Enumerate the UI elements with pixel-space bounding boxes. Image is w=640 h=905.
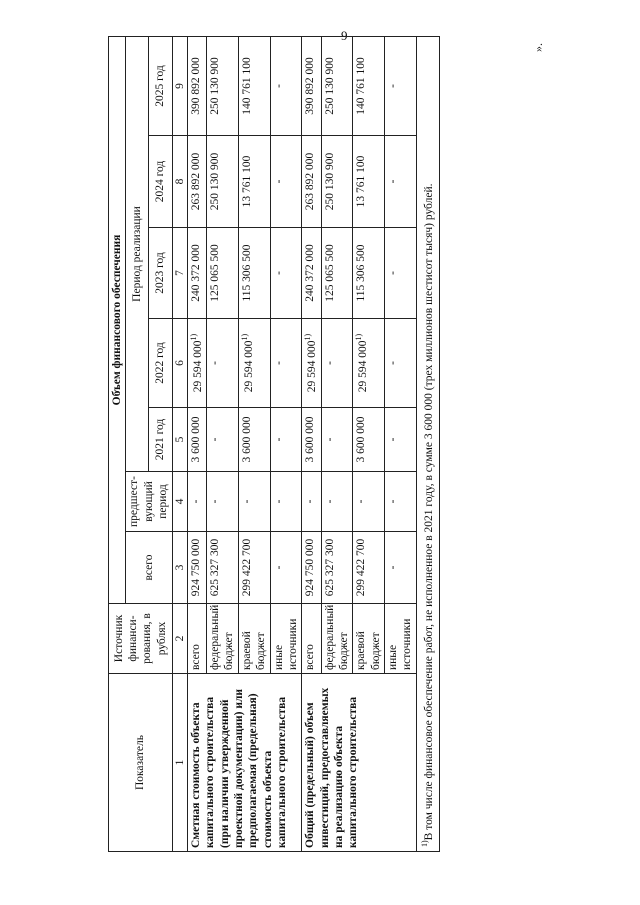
table-row bbox=[302, 37, 321, 852]
value-cell bbox=[353, 228, 385, 319]
value-cell bbox=[302, 472, 321, 532]
footnote-ref: 1) bbox=[303, 333, 313, 341]
page-number: 9 bbox=[341, 28, 348, 43]
value-text: 250 130 900 bbox=[323, 152, 336, 211]
value-cell bbox=[321, 136, 353, 228]
footnote bbox=[416, 37, 439, 852]
value-text: - bbox=[272, 499, 285, 504]
col-number: 6 bbox=[172, 319, 187, 408]
value-text: 250 130 900 bbox=[323, 57, 336, 115]
header-year: 2025 год bbox=[149, 37, 172, 136]
value-cell bbox=[302, 228, 321, 319]
value-cell bbox=[321, 319, 353, 408]
value-cell bbox=[270, 136, 302, 228]
value-text: 3 600 000 bbox=[189, 416, 202, 463]
value-text: - bbox=[272, 84, 285, 88]
value-cell bbox=[270, 319, 302, 408]
value-cell bbox=[302, 532, 321, 604]
header-indicator: Показатель bbox=[109, 674, 173, 852]
value-text: - bbox=[355, 499, 368, 504]
value-cell bbox=[321, 532, 353, 604]
value-cell bbox=[270, 408, 302, 472]
value-cell bbox=[238, 136, 270, 228]
value-cell bbox=[270, 228, 302, 319]
header-year: 2022 год bbox=[149, 319, 172, 408]
value-text: 29 594 000 bbox=[191, 340, 204, 393]
value-text: - bbox=[387, 361, 400, 365]
source-cell: всего bbox=[187, 604, 206, 674]
source-cell: федеральный бюджет bbox=[321, 604, 353, 674]
col-number: 8 bbox=[172, 136, 187, 228]
col-number: 2 bbox=[172, 604, 187, 674]
header-total: всего bbox=[126, 532, 172, 604]
value-text: 390 892 000 bbox=[304, 57, 317, 115]
source-cell: краевой бюджет bbox=[238, 604, 270, 674]
value-text: - bbox=[209, 499, 222, 504]
value-text: - bbox=[323, 437, 336, 442]
value-cell bbox=[353, 37, 385, 136]
value-text: - bbox=[323, 499, 336, 504]
value-text: 924 750 000 bbox=[304, 538, 317, 597]
value-text: 263 892 000 bbox=[304, 152, 317, 211]
value-text: 3 600 000 bbox=[355, 416, 368, 463]
value-text: 924 750 000 bbox=[189, 538, 202, 597]
value-text: 115 306 500 bbox=[240, 244, 253, 302]
source-cell: краевой бюджет bbox=[353, 604, 385, 674]
col-number: 3 bbox=[172, 532, 187, 604]
value-cell bbox=[187, 532, 206, 604]
value-text: - bbox=[387, 565, 400, 570]
value-text: 140 761 100 bbox=[355, 57, 368, 115]
value-cell bbox=[353, 408, 385, 472]
value-cell bbox=[187, 37, 206, 136]
value-text: - bbox=[304, 499, 317, 504]
table-row bbox=[187, 37, 206, 852]
value-text: 29 594 000 bbox=[242, 340, 255, 393]
value-cell bbox=[207, 532, 239, 604]
value-text: 625 327 300 bbox=[323, 538, 336, 597]
value-cell bbox=[353, 319, 385, 408]
value-text: 3 600 000 bbox=[304, 416, 317, 463]
value-cell bbox=[302, 408, 321, 472]
header-source: Источник финанси-рования, в рублях bbox=[109, 604, 173, 674]
financing-table bbox=[108, 36, 440, 852]
value-text: - bbox=[387, 179, 400, 184]
value-text: 13 761 100 bbox=[240, 155, 253, 208]
value-text: 29 594 000 bbox=[306, 340, 319, 393]
value-cell bbox=[385, 319, 417, 408]
value-cell bbox=[270, 472, 302, 532]
source-cell: иные источники bbox=[270, 604, 302, 674]
source-cell: иные источники bbox=[385, 604, 417, 674]
value-text: 625 327 300 bbox=[209, 538, 222, 597]
value-cell bbox=[321, 37, 353, 136]
value-cell bbox=[353, 136, 385, 228]
value-text: - bbox=[387, 499, 400, 504]
value-cell bbox=[302, 136, 321, 228]
value-cell bbox=[270, 532, 302, 604]
table-body bbox=[187, 37, 416, 852]
value-text: 3 600 000 bbox=[240, 416, 253, 463]
value-text: 125 065 500 bbox=[323, 244, 336, 302]
value-text: 250 130 900 bbox=[209, 152, 222, 211]
value-cell bbox=[238, 408, 270, 472]
value-text: - bbox=[272, 565, 285, 570]
value-cell bbox=[238, 37, 270, 136]
value-text: 299 422 700 bbox=[240, 538, 253, 597]
value-cell bbox=[385, 532, 417, 604]
value-cell bbox=[321, 472, 353, 532]
footnote-ref: 1) bbox=[354, 333, 364, 341]
footnote-mark: 1) bbox=[419, 840, 429, 847]
value-cell bbox=[207, 319, 239, 408]
header-previous: предшест-вующий период bbox=[126, 472, 172, 532]
value-text: - bbox=[272, 179, 285, 184]
header-year: 2021 год bbox=[149, 408, 172, 472]
value-cell bbox=[207, 37, 239, 136]
rotated-table-container bbox=[108, 37, 533, 852]
value-cell bbox=[385, 408, 417, 472]
value-text: 115 306 500 bbox=[355, 244, 368, 302]
value-cell bbox=[207, 136, 239, 228]
col-number: 5 bbox=[172, 408, 187, 472]
header-year: 2023 год bbox=[149, 228, 172, 319]
indicator-label: Сметная стоимость объекта капитального строительства (при наличии утвержденной проектной документации) или предполагаемая (предельная) стоимость объекта капитального строительства bbox=[187, 674, 301, 852]
value-cell bbox=[321, 228, 353, 319]
header-period: Период реализации bbox=[126, 37, 149, 472]
value-text: 390 892 000 bbox=[189, 57, 202, 115]
value-cell bbox=[187, 228, 206, 319]
value-text: - bbox=[323, 361, 336, 365]
value-text: 140 761 100 bbox=[240, 57, 253, 115]
value-cell bbox=[353, 472, 385, 532]
value-cell bbox=[207, 408, 239, 472]
value-text: - bbox=[240, 499, 253, 504]
value-text: 250 130 900 bbox=[209, 57, 222, 115]
value-cell bbox=[353, 532, 385, 604]
value-cell bbox=[385, 136, 417, 228]
header-title: Объем финансового обеспечения bbox=[109, 37, 126, 604]
value-text: 240 372 000 bbox=[304, 244, 317, 302]
value-cell bbox=[187, 472, 206, 532]
col-number: 9 bbox=[172, 37, 187, 136]
col-number: 1 bbox=[172, 674, 187, 852]
value-text: 299 422 700 bbox=[355, 538, 368, 597]
footnote-text: В том числе финансовое обеспечение работ, не исполненное в 2021 году, в сумме 3 600 000 (трех миллионов шестисот тысяч) рублей. bbox=[422, 183, 435, 841]
value-cell bbox=[238, 319, 270, 408]
value-text: 125 065 500 bbox=[209, 244, 222, 302]
value-cell bbox=[270, 37, 302, 136]
value-cell bbox=[187, 319, 206, 408]
value-cell bbox=[302, 319, 321, 408]
footnote-ref: 1) bbox=[188, 333, 198, 341]
value-cell bbox=[187, 408, 206, 472]
value-cell bbox=[385, 228, 417, 319]
value-text: - bbox=[387, 437, 400, 442]
value-cell bbox=[238, 228, 270, 319]
source-cell: федеральный бюджет bbox=[207, 604, 239, 674]
value-cell bbox=[238, 472, 270, 532]
closing-quote-mark: ». bbox=[531, 43, 545, 52]
value-text: - bbox=[272, 271, 285, 275]
value-cell bbox=[302, 37, 321, 136]
value-text: 13 761 100 bbox=[355, 155, 368, 208]
value-text: 263 892 000 bbox=[189, 152, 202, 211]
col-number: 7 bbox=[172, 228, 187, 319]
value-cell bbox=[207, 228, 239, 319]
source-cell: всего bbox=[302, 604, 321, 674]
value-cell bbox=[238, 532, 270, 604]
value-text: 29 594 000 bbox=[357, 340, 370, 393]
value-cell bbox=[321, 408, 353, 472]
col-number: 4 bbox=[172, 472, 187, 532]
value-text: - bbox=[272, 361, 285, 365]
value-text: - bbox=[272, 437, 285, 442]
value-text: - bbox=[209, 361, 222, 365]
value-text: - bbox=[387, 84, 400, 88]
value-text: 240 372 000 bbox=[189, 244, 202, 302]
value-cell bbox=[385, 37, 417, 136]
header-year: 2024 год bbox=[149, 136, 172, 228]
value-text: - bbox=[189, 499, 202, 504]
value-cell bbox=[187, 136, 206, 228]
indicator-label: Общий (предельный) объем инвестиций, предоставляемых на реализацию объекта капитального строительства bbox=[302, 674, 416, 852]
value-text: - bbox=[209, 437, 222, 442]
value-text: - bbox=[387, 271, 400, 275]
footnote-ref: 1) bbox=[239, 333, 249, 341]
value-cell bbox=[207, 472, 239, 532]
value-cell bbox=[385, 472, 417, 532]
